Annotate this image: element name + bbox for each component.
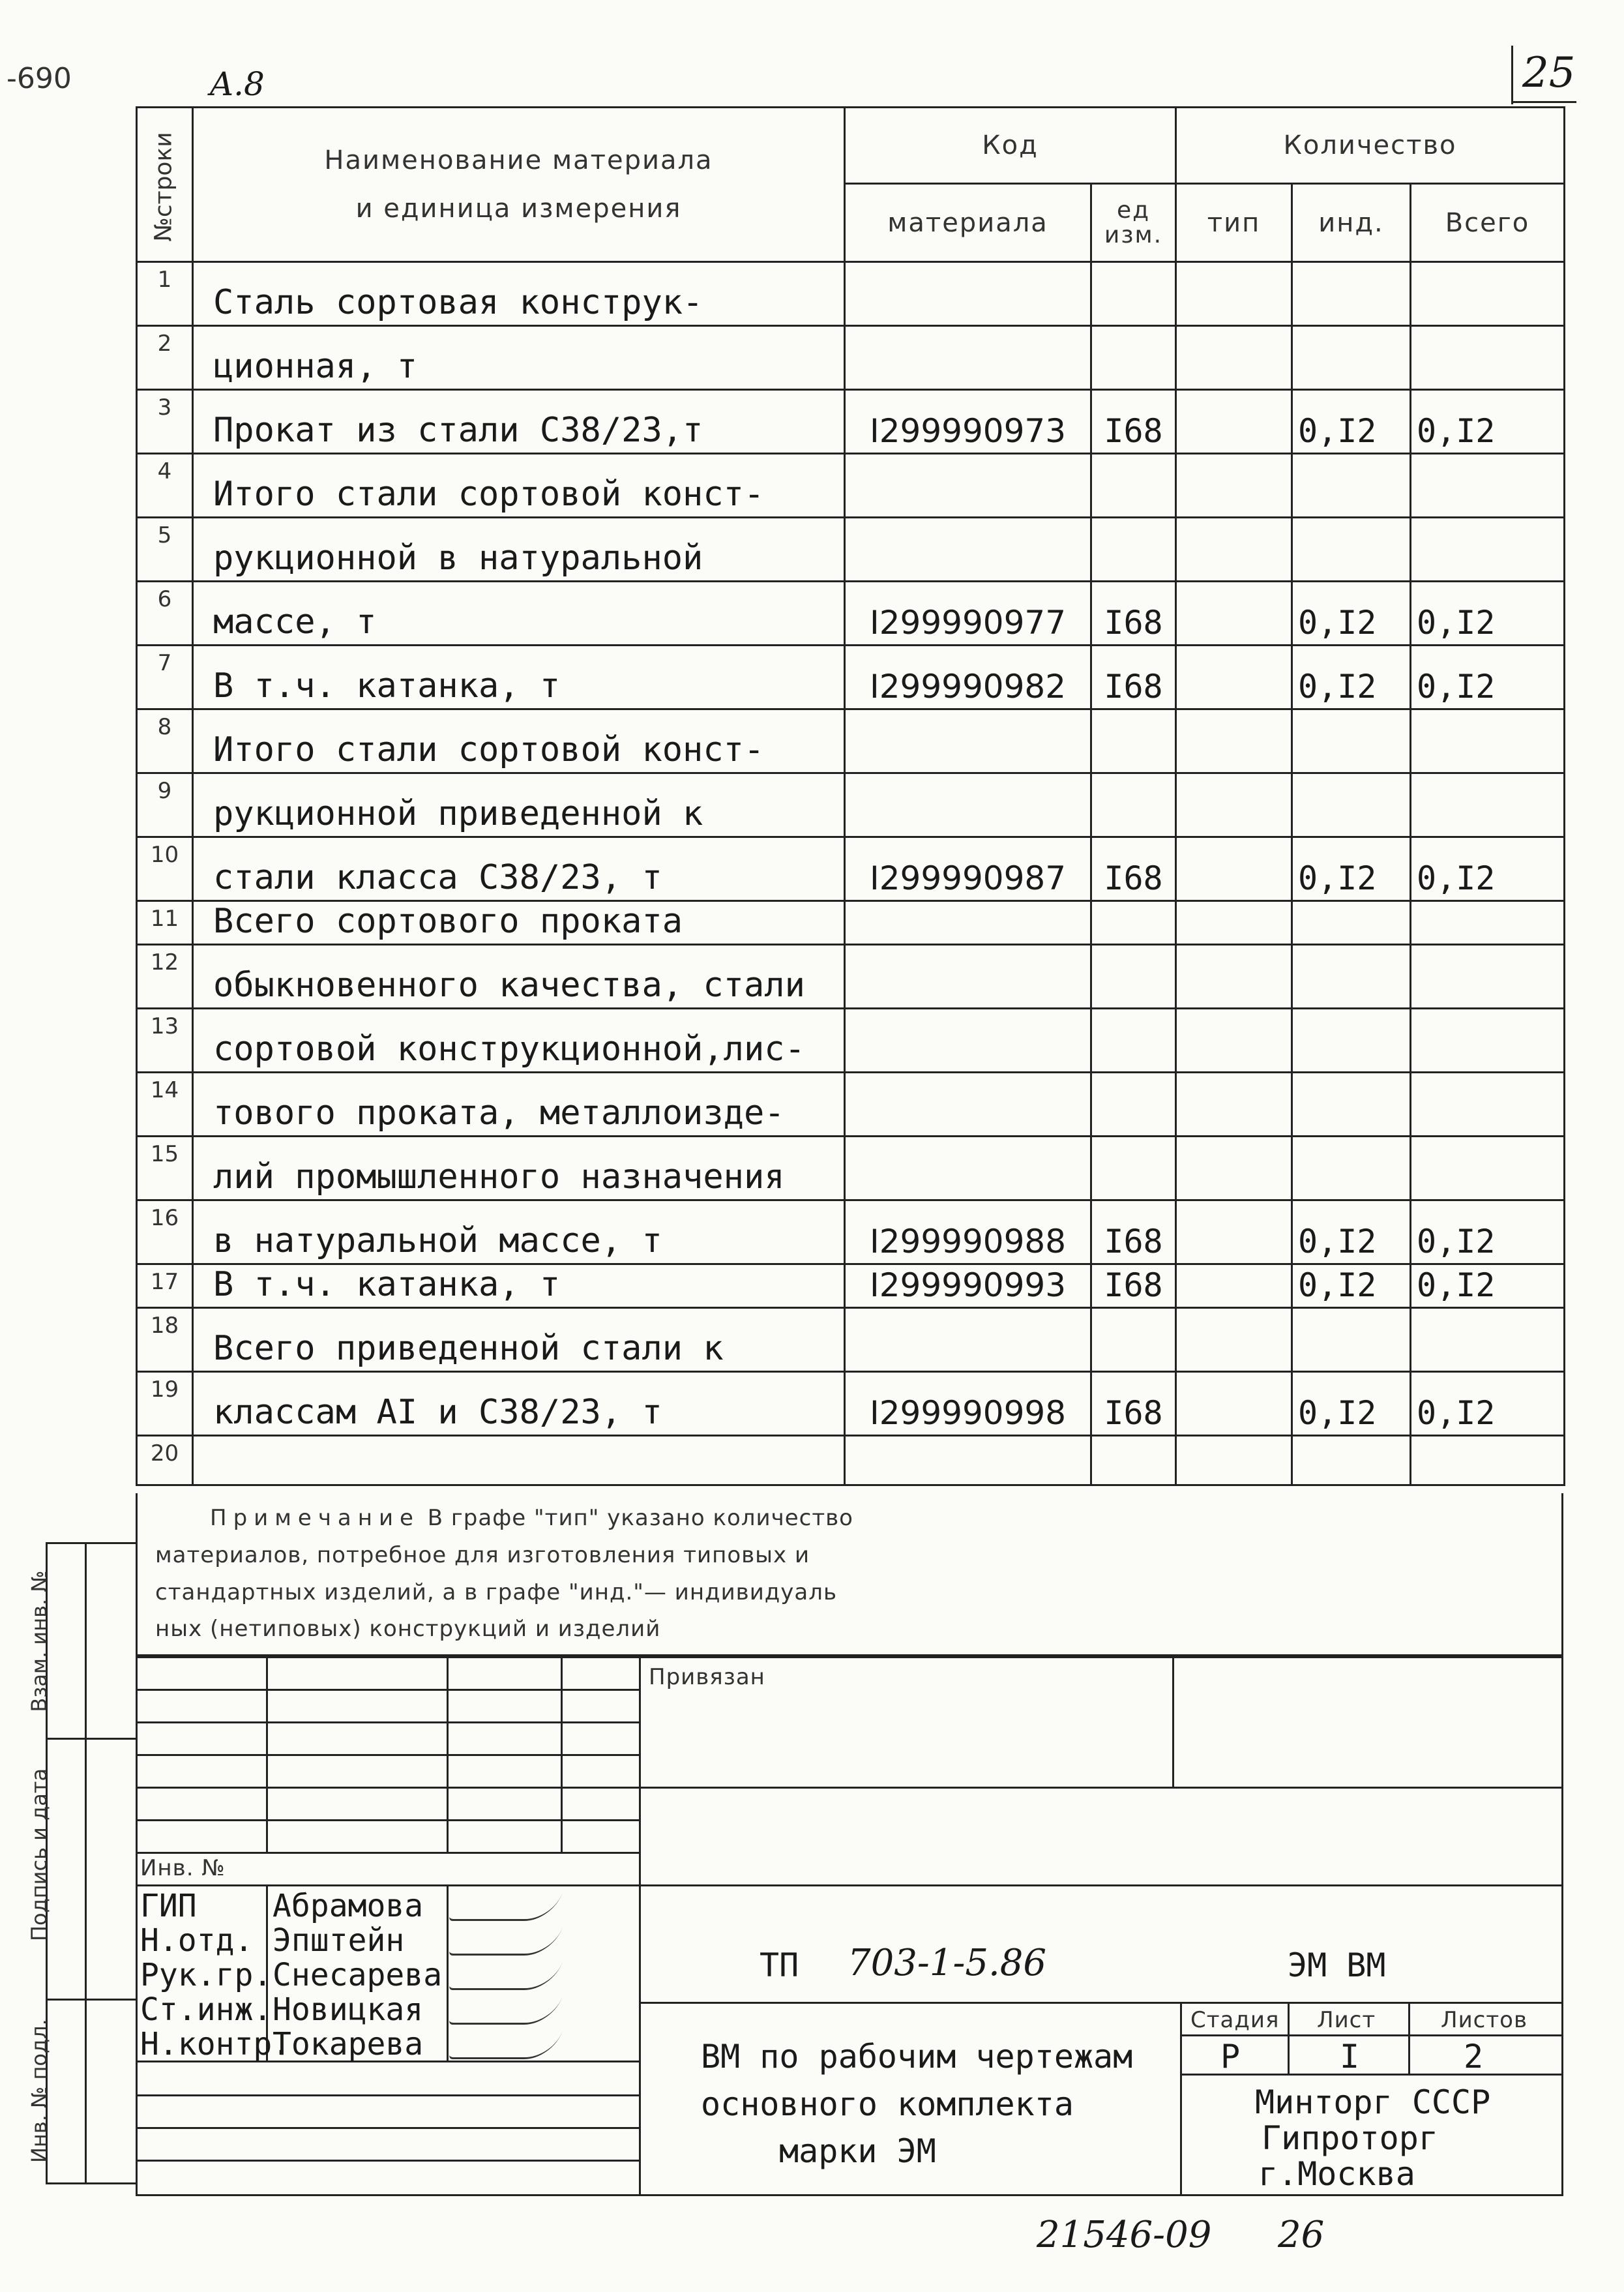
qty-ind: 0,I2	[1292, 1200, 1411, 1264]
material-name: Всего приведенной стали к	[193, 1308, 845, 1372]
qty-ind: 0,I2	[1292, 837, 1411, 901]
qty-type	[1176, 945, 1292, 1009]
qty-ind	[1292, 326, 1411, 390]
table-row	[137, 1009, 1565, 1073]
material-name: Сталь сортовая конструк-	[193, 262, 845, 326]
qty-ind: 0,I2	[1292, 582, 1411, 646]
stamp-grid-h1	[136, 1689, 639, 1691]
qty-total: 0,I2	[1411, 582, 1565, 646]
unit-code	[1091, 326, 1176, 390]
qty-total: 0,I2	[1411, 837, 1565, 901]
table-row	[137, 1308, 1565, 1372]
material-code: I299990993	[845, 1264, 1091, 1308]
qty-type	[1176, 582, 1292, 646]
qty-total	[1411, 1137, 1565, 1200]
table-row	[137, 646, 1565, 709]
unit-code	[1091, 709, 1176, 773]
row-number: 18	[137, 1308, 193, 1372]
qty-total: 0,I2	[1411, 390, 1565, 454]
material-code: I299990998	[845, 1372, 1091, 1436]
unit-code	[1091, 1009, 1176, 1073]
stamp-grid-h7	[136, 1884, 1563, 1886]
signatory-role: Ст.инж.	[140, 1991, 273, 2028]
qty-type	[1176, 773, 1292, 837]
doc-title-line3: марки ЭМ	[779, 2132, 936, 2170]
material-code	[845, 773, 1091, 837]
table-row	[137, 1200, 1565, 1264]
stamp-grid-h9	[136, 2094, 639, 2096]
stamp-main-divider	[639, 1656, 641, 2196]
signatory-role: ГИП	[140, 1888, 197, 1924]
row-number: 19	[137, 1372, 193, 1436]
material-code: I299990982	[845, 646, 1091, 709]
table-row	[137, 901, 1565, 945]
qty-ind: 0,I2	[1292, 1372, 1411, 1436]
table-row	[137, 773, 1565, 837]
qty-type	[1176, 518, 1292, 582]
row-number: 12	[137, 945, 193, 1009]
stamp-stage-v1	[1288, 2002, 1290, 2074]
unit-code	[1091, 901, 1176, 945]
row-number: 5	[137, 518, 193, 582]
row-number: 20	[137, 1436, 193, 1485]
qty-total	[1411, 901, 1565, 945]
material-name: Прокат из стали С38/23,т	[193, 390, 845, 454]
qty-ind: 0,I2	[1292, 646, 1411, 709]
stamp-designation-bottom	[639, 2002, 1563, 2004]
header-qty-type: тип	[1176, 184, 1292, 262]
signatory-name: Эпштейн	[273, 1922, 405, 1959]
bottom-code: 21546-09	[1037, 2214, 1212, 2256]
qty-type	[1176, 901, 1292, 945]
qty-type	[1176, 1009, 1292, 1073]
material-code	[845, 1073, 1091, 1137]
designation-mark: ЭМ ВМ	[1288, 1946, 1386, 1984]
row-number: 7	[137, 646, 193, 709]
row-number: 8	[137, 709, 193, 773]
unit-code: I68	[1091, 1372, 1176, 1436]
label-signature-date: Подпись и дата	[27, 1768, 52, 1941]
table-row	[137, 1436, 1565, 1485]
unit-code: I68	[1091, 646, 1176, 709]
qty-type	[1176, 326, 1292, 390]
row-number: 3	[137, 390, 193, 454]
qty-type	[1176, 1200, 1292, 1264]
row-number: 1	[137, 262, 193, 326]
material-code: I299990977	[845, 582, 1091, 646]
table-row	[137, 945, 1565, 1009]
row-number: 10	[137, 837, 193, 901]
qty-ind	[1292, 773, 1411, 837]
unit-code	[1091, 454, 1176, 518]
qty-type	[1176, 262, 1292, 326]
sheets-value: 2	[1464, 2038, 1484, 2076]
qty-ind	[1292, 262, 1411, 326]
side-stamp-divider	[85, 1542, 87, 2184]
stamp-privyazan-divider	[1172, 1656, 1174, 1787]
unit-code: I68	[1091, 837, 1176, 901]
material-name: лий промышленного назначения	[193, 1137, 845, 1200]
qty-ind	[1292, 901, 1411, 945]
material-name: Итого стали сортовой конст-	[193, 454, 845, 518]
material-code	[845, 1436, 1091, 1485]
unit-code: I68	[1091, 390, 1176, 454]
table-row	[137, 1264, 1565, 1308]
table-row	[137, 582, 1565, 646]
material-name: стали класса С38/23, т	[193, 837, 845, 901]
page-number: 25	[1522, 49, 1576, 97]
material-name	[193, 1436, 845, 1485]
unit-code	[1091, 945, 1176, 1009]
row-number: 15	[137, 1137, 193, 1200]
side-stamp-sep2	[46, 1999, 137, 2001]
qty-ind	[1292, 1308, 1411, 1372]
qty-total: 0,I2	[1411, 646, 1565, 709]
qty-type	[1176, 1372, 1292, 1436]
doc-title-line1: ВМ по рабочим чертежам	[701, 2038, 1133, 2076]
material-code	[845, 1009, 1091, 1073]
label-vzam-inv: Взам. инв. №	[27, 1570, 52, 1712]
row-number: 17	[137, 1264, 193, 1308]
table-row	[137, 1137, 1565, 1200]
table-row	[137, 326, 1565, 390]
qty-total	[1411, 709, 1565, 773]
qty-total: 0,I2	[1411, 1264, 1565, 1308]
sheets-label: Листов	[1441, 2007, 1528, 2033]
material-code	[845, 901, 1091, 945]
inv-no-label: Инв. №	[140, 1855, 226, 1881]
qty-ind	[1292, 454, 1411, 518]
stage-label: Стадия	[1190, 2007, 1280, 2033]
material-name: Итого стали сортовой конст-	[193, 709, 845, 773]
sheet-value: I	[1340, 2038, 1360, 2076]
material-code	[845, 518, 1091, 582]
qty-type	[1176, 454, 1292, 518]
unit-code	[1091, 262, 1176, 326]
material-name: в натуральной массе, т	[193, 1200, 845, 1264]
stamp-stage-h1	[1180, 2034, 1563, 2036]
signatory-role: Н.контр.	[140, 2026, 291, 2062]
stamp-grid-h2	[136, 1721, 639, 1723]
material-name: ционная, т	[193, 326, 845, 390]
unit-code	[1091, 1308, 1176, 1372]
table-row	[137, 1073, 1565, 1137]
table-row	[137, 837, 1565, 901]
material-name: сортовой конструкционной,лис-	[193, 1009, 845, 1073]
unit-code	[1091, 773, 1176, 837]
material-code: I299990988	[845, 1200, 1091, 1264]
qty-total	[1411, 454, 1565, 518]
material-name: В т.ч. катанка, т	[193, 646, 845, 709]
stamp-stage-v2	[1408, 2002, 1410, 2074]
table-row	[137, 1372, 1565, 1436]
qty-total	[1411, 326, 1565, 390]
qty-ind	[1292, 1137, 1411, 1200]
material-code: I299990973	[845, 390, 1091, 454]
designation-number: 703-1-5.86	[848, 1942, 1047, 1984]
row-number: 6	[137, 582, 193, 646]
bottom-page: 26	[1278, 2214, 1325, 2256]
table-row	[137, 709, 1565, 773]
qty-total	[1411, 1436, 1565, 1485]
album-mark: A.8	[210, 65, 265, 103]
org-line3: г.Москва	[1258, 2155, 1415, 2193]
qty-total	[1411, 773, 1565, 837]
unit-code	[1091, 1137, 1176, 1200]
row-number: 4	[137, 454, 193, 518]
unit-code	[1091, 1073, 1176, 1137]
row-number: 13	[137, 1009, 193, 1073]
qty-total	[1411, 1073, 1565, 1137]
stamp-grid-h4	[136, 1787, 1563, 1789]
material-code: I299990987	[845, 837, 1091, 901]
unit-code	[1091, 1436, 1176, 1485]
org-line1: Минторг СССР	[1255, 2083, 1491, 2121]
signatory-role: Н.отд.	[140, 1922, 254, 1959]
qty-type	[1176, 837, 1292, 901]
qty-ind	[1292, 1009, 1411, 1073]
unit-code: I68	[1091, 582, 1176, 646]
qty-total	[1411, 262, 1565, 326]
signatory-name: Абрамова	[273, 1888, 424, 1924]
row-number: 9	[137, 773, 193, 837]
qty-ind	[1292, 518, 1411, 582]
qty-type	[1176, 390, 1292, 454]
stamp-grid-h3	[136, 1754, 639, 1756]
unit-code	[1091, 518, 1176, 582]
note-line-4: ных (нетиповых) конструкций и изделий	[155, 1616, 661, 1642]
header-material-code: материала	[845, 184, 1091, 262]
note-line-1: Примечание В графе "тип" указано количество	[210, 1505, 853, 1531]
stamp-stage-divider	[1180, 2002, 1182, 2196]
material-name: рукционной приведенной к	[193, 773, 845, 837]
qty-ind	[1292, 1073, 1411, 1137]
header-material-name: Наименование материала и единица измерения	[193, 108, 845, 262]
page-number-underline	[1511, 101, 1576, 103]
material-name: В т.ч. катанка, т	[193, 1264, 845, 1308]
signatory-name: Токарева	[273, 2026, 424, 2062]
stamp-grid-h11	[136, 2160, 639, 2162]
qty-total: 0,I2	[1411, 1372, 1565, 1436]
material-name: обыкновенного качества, стали	[193, 945, 845, 1009]
archive-number: -690	[7, 62, 72, 95]
material-code	[845, 1308, 1091, 1372]
table-row	[137, 390, 1565, 454]
qty-type	[1176, 1073, 1292, 1137]
qty-ind	[1292, 945, 1411, 1009]
stamp-grid-h5	[136, 1819, 639, 1821]
stamp-grid-h10	[136, 2127, 639, 2129]
note-line-2: материалов, потребное для изготовления типовых и	[155, 1542, 810, 1568]
side-stamp-sep1	[46, 1738, 137, 1740]
side-stamp	[46, 1542, 137, 2184]
material-code	[845, 945, 1091, 1009]
signatory-name: Снесарева	[273, 1957, 443, 1993]
designation-tp: ТП	[760, 1946, 799, 1984]
material-code	[845, 1137, 1091, 1200]
stage-value: Р	[1220, 2038, 1241, 2076]
row-number: 14	[137, 1073, 193, 1137]
qty-ind	[1292, 1436, 1411, 1485]
qty-ind: 0,I2	[1292, 390, 1411, 454]
doc-title-line2: основного комплекта	[701, 2085, 1074, 2123]
table-row	[137, 454, 1565, 518]
page-number-divider	[1511, 46, 1513, 104]
qty-type	[1176, 709, 1292, 773]
header-row-number: №строки	[137, 108, 193, 262]
sheet-label: Лист	[1317, 2007, 1376, 2033]
row-number: 2	[137, 326, 193, 390]
qty-total	[1411, 1009, 1565, 1073]
material-name: Всего сортового проката	[193, 901, 845, 945]
qty-type	[1176, 1137, 1292, 1200]
org-line2: Гипроторг	[1262, 2119, 1438, 2157]
row-number: 11	[137, 901, 193, 945]
header-qty-total: Всего	[1411, 184, 1565, 262]
table-row	[137, 262, 1565, 326]
qty-ind	[1292, 709, 1411, 773]
row-number: 16	[137, 1200, 193, 1264]
material-code	[845, 262, 1091, 326]
signatory-role: Рук.гр.	[140, 1957, 273, 1993]
stamp-grid-v2b	[447, 1884, 449, 2061]
material-name: массе, т	[193, 582, 845, 646]
qty-ind: 0,I2	[1292, 1264, 1411, 1308]
privyazan-label: Привязан	[649, 1664, 765, 1690]
qty-total	[1411, 1308, 1565, 1372]
header-unit: ед изм.	[1091, 184, 1176, 262]
unit-code: I68	[1091, 1200, 1176, 1264]
materials-table	[136, 106, 1565, 1486]
label-inv-original: Инв. № подл.	[27, 2019, 52, 2163]
stamp-grid-h6	[136, 1852, 639, 1854]
qty-total	[1411, 945, 1565, 1009]
material-name: рукционной в натуральной	[193, 518, 845, 582]
table-row	[137, 518, 1565, 582]
material-code	[845, 326, 1091, 390]
header-qty-ind: инд.	[1292, 184, 1411, 262]
material-code	[845, 454, 1091, 518]
qty-type	[1176, 646, 1292, 709]
material-name: классам АI и С38/23, т	[193, 1372, 845, 1436]
unit-code: I68	[1091, 1264, 1176, 1308]
header-code-group: Код	[845, 108, 1176, 184]
qty-total: 0,I2	[1411, 1200, 1565, 1264]
qty-total	[1411, 518, 1565, 582]
note-line-3: стандартных изделий, а в графе "инд."— индивидуаль	[155, 1579, 838, 1605]
signatory-name: Новицкая	[273, 1991, 424, 2028]
header-quantity-group: Количество	[1176, 108, 1565, 184]
material-code	[845, 709, 1091, 773]
qty-type	[1176, 1308, 1292, 1372]
qty-type	[1176, 1436, 1292, 1485]
qty-type	[1176, 1264, 1292, 1308]
material-name: тового проката, металлоизде-	[193, 1073, 845, 1137]
